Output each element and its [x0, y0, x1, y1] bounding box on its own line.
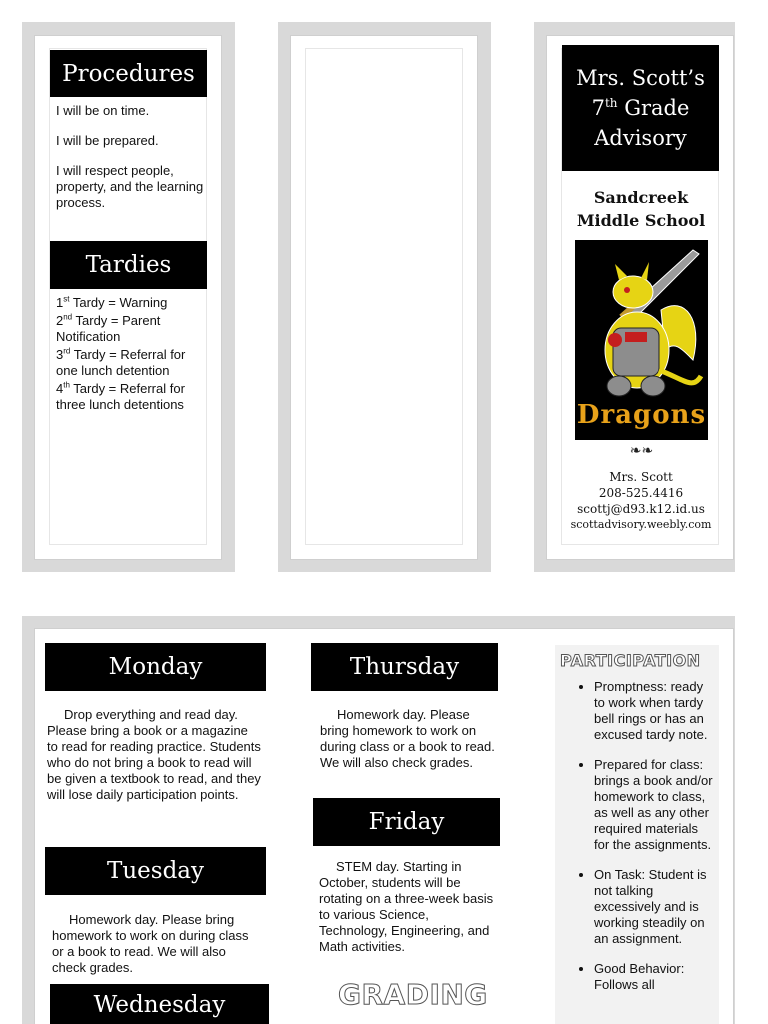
tuesday-text: Homework day. Please bring homework to work on during class or a book to read. We will also check grades.	[52, 912, 249, 975]
monday-heading: Monday	[45, 643, 266, 691]
friday-text: STEM day. Starting in October, students will be rotating on a three-week basis to various Science, Technology, Engineering, and Math activities.	[319, 859, 494, 954]
participation-item: • Prepared for class: brings a book and/or homework to class, as well as any other required materials for the assignments.	[594, 757, 716, 853]
contact-phone: 208-525.4416	[598, 486, 684, 500]
contact-name: Mrs. Scott	[609, 470, 673, 484]
procedures-heading: Procedures	[50, 50, 207, 97]
thursday-text: Homework day. Please bring homework to work on during class or a book to read. We will also check grades.	[320, 707, 495, 770]
tardies-heading: Tardies	[50, 241, 207, 289]
logo-wordmark: Dragons	[576, 400, 707, 430]
tardy-item: 4th Tardy = Referral for three lunch detentions	[56, 380, 185, 412]
thursday-heading: Thursday	[311, 643, 498, 691]
participation-list	[576, 679, 716, 1007]
grading-heading: GRADING	[338, 978, 488, 1011]
contact-website[interactable]: scottadvisory.weebly.com	[570, 518, 712, 531]
panel-frame	[305, 48, 463, 545]
participation-item: • Good Behavior: Follows all	[594, 961, 716, 993]
blank-panel	[290, 35, 478, 560]
school-name: Sandcreek Middle School	[576, 188, 706, 230]
procedures-list	[56, 103, 204, 225]
procedure-item: I will be on time.	[56, 103, 150, 118]
dragon-mascot-logo	[575, 240, 708, 440]
participation-item: • On Task: Student is not talking excessively and is working steadily on an assignment.	[594, 867, 716, 947]
participation-heading: PARTICIPATION	[560, 651, 701, 670]
tardies-list	[56, 295, 204, 415]
monday-text: Drop everything and read day. Please bring a book or a magazine to read for reading practice. Students who do not bring a book to read will be given a textbook to read, and they will lose daily participation points.	[47, 707, 261, 802]
procedure-item: I will respect people, property, and the learning process.	[56, 163, 204, 210]
wednesday-heading: Wednesday	[50, 984, 269, 1024]
ornament-icon: ❧❧	[629, 442, 654, 458]
tardy-item: 2nd Tardy = Parent Notification	[56, 312, 161, 344]
procedure-item: I will be prepared.	[56, 133, 159, 148]
contact-info	[560, 469, 722, 533]
tardy-item: 3rd Tardy = Referral for one lunch detention	[56, 346, 186, 378]
tuesday-heading: Tuesday	[45, 847, 266, 895]
participation-item: • Promptness: ready to work when tardy bell rings or has an excused tardy note.	[594, 679, 716, 743]
tardy-item: 1st Tardy = Warning	[56, 294, 168, 310]
contact-email[interactable]: scottj@d93.k12.id.us	[577, 502, 705, 516]
friday-heading: Friday	[313, 798, 500, 846]
cover-title: Mrs. Scott’s 7th Grade Advisory	[562, 45, 719, 171]
